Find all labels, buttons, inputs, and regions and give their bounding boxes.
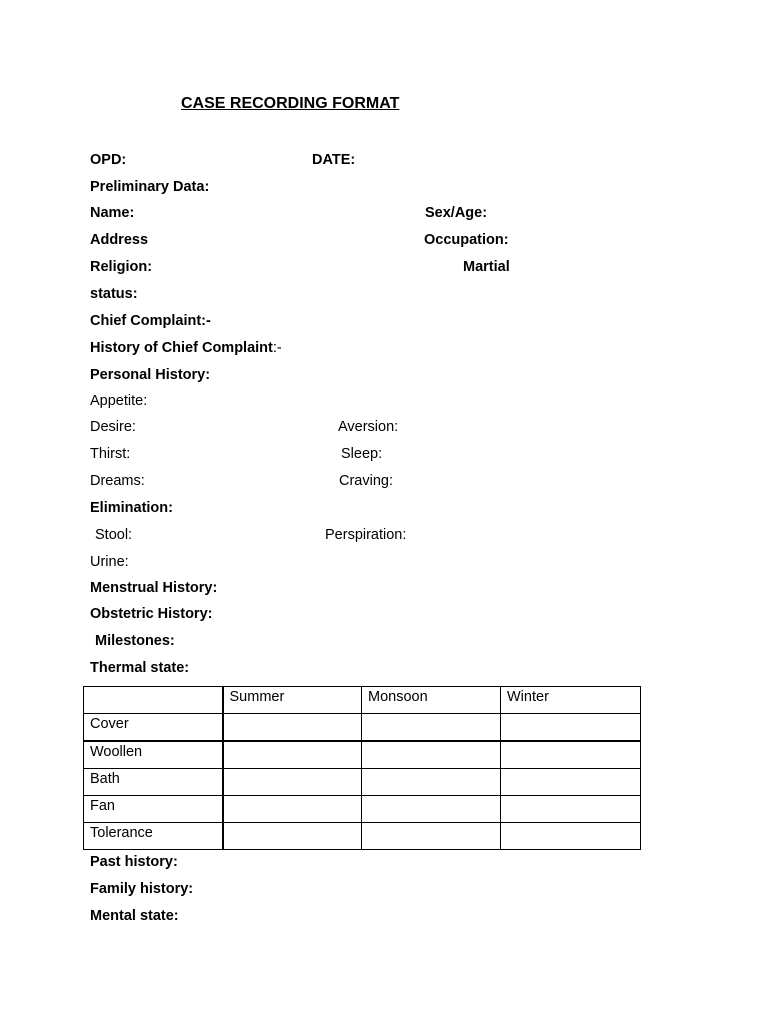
sleep-label: Sleep: bbox=[341, 446, 383, 462]
history-chief-complaint-text: History of Chief Complaint bbox=[90, 340, 273, 356]
history-chief-complaint-suffix: :- bbox=[272, 340, 282, 356]
table-row bbox=[84, 714, 641, 742]
dreams-label: Dreams: bbox=[90, 473, 145, 489]
table-cell bbox=[362, 769, 501, 796]
table-row-label: Cover bbox=[84, 714, 223, 742]
perspiration-label: Perspiration: bbox=[325, 527, 407, 543]
table-cell bbox=[223, 796, 362, 823]
table-cell bbox=[501, 769, 641, 796]
aversion-label: Aversion: bbox=[338, 419, 399, 435]
thirst-label: Thirst: bbox=[90, 446, 131, 462]
address-label: Address bbox=[90, 232, 149, 248]
milestones-label: Milestones: bbox=[95, 633, 175, 649]
past-history-label: Past history: bbox=[90, 854, 178, 870]
stool-label: Stool: bbox=[95, 527, 133, 543]
table-header-cell: Winter bbox=[501, 687, 641, 714]
appetite-label: Appetite: bbox=[90, 393, 148, 409]
table-cell bbox=[501, 823, 641, 850]
religion-label: Religion: bbox=[90, 259, 153, 275]
table-cell bbox=[501, 714, 641, 742]
chief-complaint-label: Chief Complaint:- bbox=[90, 313, 211, 329]
table-cell bbox=[362, 741, 501, 769]
table-row-label: Bath bbox=[84, 769, 223, 796]
table-row bbox=[84, 769, 641, 796]
table-cell bbox=[223, 823, 362, 850]
desire-label: Desire: bbox=[90, 419, 136, 435]
mental-state-label: Mental state: bbox=[90, 908, 179, 924]
urine-label: Urine: bbox=[90, 554, 129, 570]
table-cell bbox=[362, 714, 501, 742]
table-row bbox=[84, 823, 641, 850]
craving-label: Craving: bbox=[339, 473, 393, 489]
table-cell bbox=[362, 823, 501, 850]
thermal-state-table bbox=[83, 686, 641, 850]
table-cell bbox=[223, 741, 362, 769]
personal-history-label: Personal History: bbox=[90, 367, 211, 383]
table-cell bbox=[362, 796, 501, 823]
table-cell bbox=[501, 741, 641, 769]
table-row bbox=[84, 796, 641, 823]
table-header-cell: Summer bbox=[223, 687, 362, 714]
table-header-row bbox=[84, 687, 641, 714]
obstetric-history-label: Obstetric History: bbox=[90, 606, 213, 622]
family-history-label: Family history: bbox=[90, 881, 194, 897]
table-row-label: Woollen bbox=[84, 741, 223, 769]
occupation-label: Occupation: bbox=[424, 232, 509, 248]
history-chief-complaint-label bbox=[90, 340, 282, 357]
elimination-label: Elimination: bbox=[90, 500, 173, 516]
menstrual-history-label: Menstrual History: bbox=[90, 580, 218, 596]
status-label: status: bbox=[90, 286, 138, 302]
preliminary-data-label: Preliminary Data: bbox=[90, 179, 210, 195]
table-cell bbox=[223, 769, 362, 796]
martial-label: Martial bbox=[463, 259, 510, 275]
page-title: CASE RECORDING FORMAT bbox=[181, 95, 400, 112]
table-header-cell: Monsoon bbox=[362, 687, 501, 714]
table-row-label: Fan bbox=[84, 796, 223, 823]
table-cell bbox=[223, 714, 362, 742]
table-row bbox=[84, 741, 641, 769]
date-label: DATE: bbox=[312, 152, 356, 168]
name-label: Name: bbox=[90, 205, 135, 221]
opd-label: OPD: bbox=[90, 152, 127, 168]
table-cell bbox=[501, 796, 641, 823]
table-header-cell bbox=[84, 687, 223, 714]
thermal-state-label: Thermal state: bbox=[90, 660, 190, 676]
sex-age-label: Sex/Age: bbox=[425, 205, 488, 221]
table-row-label: Tolerance bbox=[84, 823, 223, 850]
